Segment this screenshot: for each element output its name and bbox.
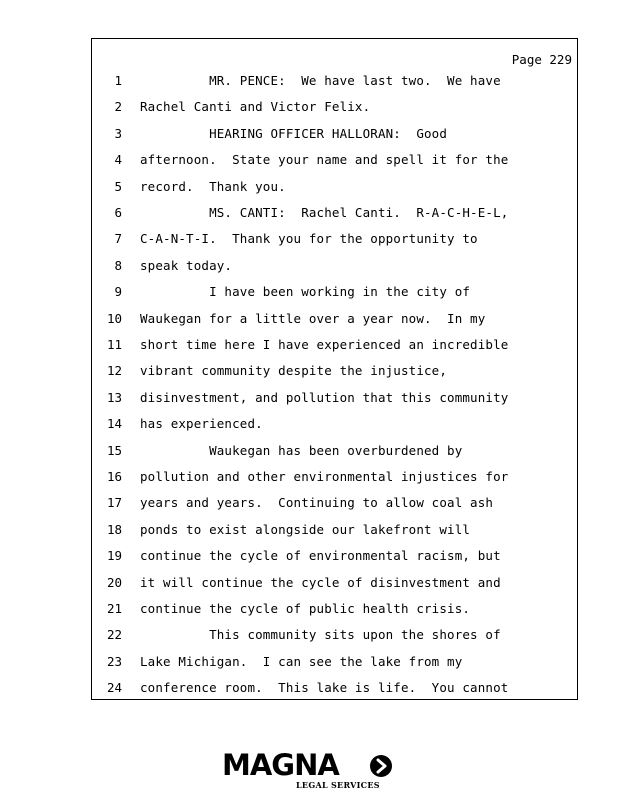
line-text: Lake Michigan. I can see the lake from my bbox=[140, 653, 463, 669]
transcript-line bbox=[92, 335, 577, 355]
transcript-line bbox=[92, 71, 577, 91]
line-text: conference room. This lake is life. You cannot bbox=[140, 680, 509, 696]
transcript-line bbox=[92, 229, 577, 249]
line-text: Waukegan for a little over a year now. In my bbox=[140, 310, 486, 326]
line-number: 15 bbox=[106, 442, 122, 458]
transcript-line bbox=[92, 599, 577, 619]
transcript-line bbox=[92, 573, 577, 593]
transcript-line bbox=[92, 388, 577, 408]
chevron-right-circle-icon bbox=[369, 754, 393, 778]
line-number: 23 bbox=[106, 653, 122, 669]
line-text: vibrant community despite the injustice, bbox=[140, 363, 448, 379]
line-number: 4 bbox=[114, 152, 122, 168]
line-text: disinvestment, and pollution that this community bbox=[140, 389, 509, 405]
transcript-line bbox=[92, 150, 577, 170]
line-number: 11 bbox=[106, 337, 122, 352]
line-text: continue the cycle of public health crisis. bbox=[140, 601, 471, 616]
transcript-line bbox=[92, 282, 577, 302]
page-number: Page 229 bbox=[511, 52, 572, 67]
line-number: 18 bbox=[106, 521, 122, 537]
line-text: HEARING OFFICER HALLORAN: Good bbox=[140, 125, 448, 141]
line-text: afternoon. State your name and spell it for the bbox=[140, 152, 509, 168]
transcript-line bbox=[92, 309, 577, 329]
line-number: 8 bbox=[114, 257, 122, 273]
line-number: 12 bbox=[106, 363, 122, 379]
transcript-line bbox=[92, 467, 577, 487]
transcript-line bbox=[92, 414, 577, 434]
line-number: 2 bbox=[114, 99, 122, 115]
line-number: 6 bbox=[114, 205, 122, 220]
transcript-line bbox=[92, 441, 577, 461]
line-text: record. Thank you. bbox=[140, 178, 286, 194]
line-number: 17 bbox=[106, 495, 122, 511]
line-text: This community sits upon the shores of bbox=[140, 627, 501, 643]
line-text: Rachel Canti and Victor Felix. bbox=[140, 99, 371, 115]
transcript-line bbox=[92, 493, 577, 513]
line-text: years and years. Continuing to allow coal ash bbox=[140, 495, 494, 511]
transcript-line bbox=[92, 678, 577, 698]
line-number: 24 bbox=[106, 680, 122, 696]
transcript-line bbox=[92, 546, 577, 566]
logo-wordmark: MAGNA bbox=[222, 748, 339, 782]
line-text: continue the cycle of environmental racism, but bbox=[140, 548, 501, 564]
line-text: short time here I have experienced an incredible bbox=[140, 337, 509, 352]
line-text: it will continue the cycle of disinvestment and bbox=[140, 574, 501, 590]
line-number: 16 bbox=[106, 469, 122, 484]
transcript-page bbox=[91, 38, 578, 700]
transcript-line bbox=[92, 203, 577, 223]
transcript-line bbox=[92, 652, 577, 672]
line-number: 10 bbox=[106, 310, 122, 326]
line-number: 1 bbox=[114, 73, 122, 88]
line-number: 21 bbox=[106, 601, 122, 616]
line-text: ponds to exist alongside our lakefront will bbox=[140, 521, 471, 537]
transcript-line bbox=[92, 520, 577, 540]
line-number: 14 bbox=[106, 416, 122, 432]
line-number: 19 bbox=[106, 548, 122, 564]
line-text: I have been working in the city of bbox=[140, 284, 471, 300]
line-text: speak today. bbox=[140, 257, 233, 273]
transcript-line bbox=[92, 177, 577, 197]
line-number: 9 bbox=[114, 284, 122, 300]
line-number: 5 bbox=[114, 178, 122, 194]
transcript-line bbox=[92, 361, 577, 381]
line-text: pollution and other environmental injustices for bbox=[140, 469, 509, 484]
line-text: MR. PENCE: We have last two. We have bbox=[140, 73, 501, 88]
transcript-line bbox=[92, 97, 577, 117]
line-number: 7 bbox=[114, 231, 122, 247]
line-number: 13 bbox=[106, 389, 122, 405]
line-text: Waukegan has been overburdened by bbox=[140, 442, 463, 458]
transcript-line bbox=[92, 256, 577, 276]
magna-logo bbox=[222, 748, 398, 792]
line-number: 22 bbox=[106, 627, 122, 643]
line-text: has experienced. bbox=[140, 416, 263, 432]
line-number: 20 bbox=[106, 574, 122, 590]
transcript-line bbox=[92, 124, 577, 144]
line-text: MS. CANTI: Rachel Canti. R-A-C-H-E-L, bbox=[140, 205, 509, 220]
transcript-line bbox=[92, 625, 577, 645]
line-number: 3 bbox=[114, 125, 122, 141]
logo-subtitle: LEGAL SERVICES bbox=[296, 780, 380, 790]
line-text: C-A-N-T-I. Thank you for the opportunity to bbox=[140, 231, 478, 247]
